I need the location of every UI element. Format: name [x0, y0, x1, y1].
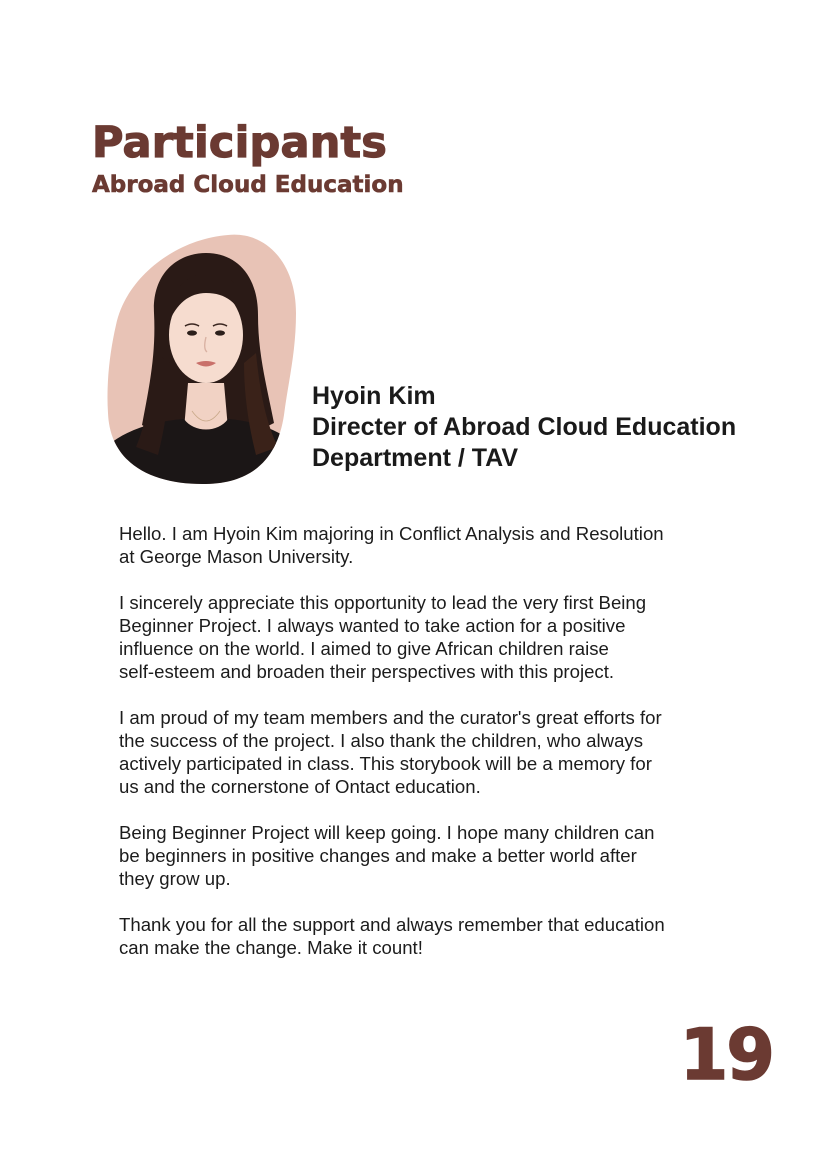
- message-paragraph: [119, 522, 759, 568]
- message-line: the success of the project. I also thank the children, who always: [119, 730, 644, 751]
- message-line: Hello. I am Hyoin Kim majoring in Conflict Analysis and Resolution: [119, 523, 664, 544]
- message-line: us and the cornerstone of Ontact education.: [119, 776, 481, 797]
- message-line: actively participated in class. This storybook will be a memory for: [119, 753, 652, 774]
- message-paragraph: [119, 706, 759, 798]
- page-subtitle: Abroad Cloud Education: [92, 172, 404, 198]
- message-line: I am proud of my team members and the curator's great efforts for: [119, 707, 662, 728]
- message-line: self-esteem and broaden their perspectives with this project.: [119, 661, 615, 682]
- message-line: Beginner Project. I always wanted to take action for a positive: [119, 615, 626, 636]
- message-line: be beginners in positive changes and make a better world after: [119, 845, 637, 866]
- profile-role-line-2: Department / TAV: [312, 444, 519, 472]
- message-paragraph: [119, 821, 759, 890]
- page-number: 19: [679, 1014, 773, 1096]
- message-line: I sincerely appreciate this opportunity to lead the very first Being: [119, 592, 647, 613]
- message-line: Thank you for all the support and always remember that education: [119, 914, 665, 935]
- message-paragraph: [119, 913, 759, 959]
- page-title: Participants: [92, 118, 388, 168]
- message-line: influence on the world. I aimed to give African children raise: [119, 638, 609, 659]
- message-paragraph: [119, 591, 759, 683]
- profile-block: [312, 381, 736, 474]
- message-body: [119, 522, 759, 982]
- profile-portrait: [106, 233, 298, 485]
- message-line: can make the change. Make it count!: [119, 937, 423, 958]
- message-line: they grow up.: [119, 868, 231, 889]
- profile-name: Hyoin Kim: [312, 382, 436, 410]
- profile-role-line-1: Directer of Abroad Cloud Education: [312, 413, 737, 441]
- message-line: at George Mason University.: [119, 546, 354, 567]
- message-line: Being Beginner Project will keep going. I hope many children can: [119, 822, 655, 843]
